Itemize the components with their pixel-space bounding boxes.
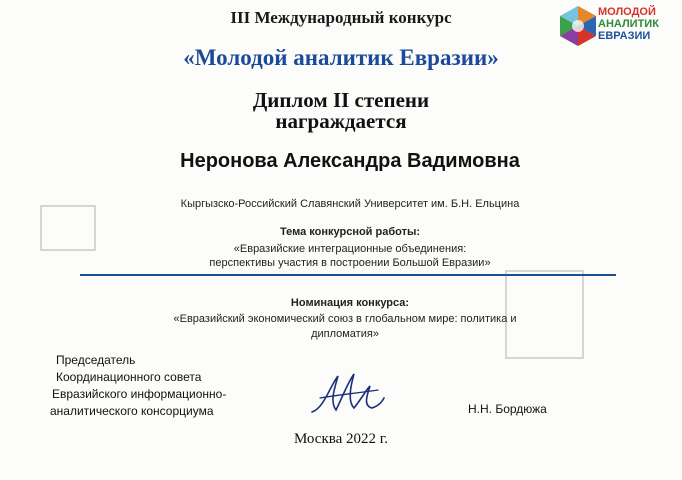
topic-label: Тема конкурсной работы: — [279, 226, 421, 238]
topic-line-1: «Евразийские интеграционные объединения: — [233, 243, 467, 255]
topic-line-2: перспективы участия в построении Большой Евразии» — [209, 257, 491, 269]
divider-line — [80, 274, 616, 276]
logo-line-3: ЕВРАЗИИ — [598, 30, 651, 42]
logo-line-2: АНАЛИТИК — [598, 18, 659, 30]
nomination-text — [125, 312, 565, 342]
nomination-line-1: «Евразийский экономический союз в глобальном мире: политика и — [173, 313, 517, 325]
logo-line-1: МОЛОДОЙ — [598, 6, 656, 18]
nomination-line-2: дипломатия» — [311, 328, 379, 340]
signer-name: Н.Н. Бордюжа — [468, 402, 547, 416]
topic-text — [150, 242, 550, 270]
chairman-line-3: Евразийского информационно- — [52, 387, 227, 401]
recipient-name: Неронова Александра Вадимовна — [180, 150, 520, 172]
chairman-title — [50, 352, 226, 420]
watermark-frame-left — [40, 205, 96, 251]
chairman-line-2: Координационного совета — [56, 370, 202, 384]
handwritten-signature — [308, 368, 388, 420]
diploma-degree: Диплом II степени — [252, 88, 430, 112]
recipient-university: Кыргызско-Российский Славянский Университет им. Б.Н. Ельцина — [180, 198, 520, 210]
nomination-label: Номинация конкурса: — [290, 297, 410, 309]
chairman-line-1: Председатель — [56, 353, 136, 367]
awarded-label: награждается — [275, 109, 407, 133]
contest-title: «Молодой аналитик Евразии» — [183, 45, 499, 70]
contest-header: III Международный конкурс — [230, 8, 452, 27]
chairman-line-4: аналитического консорциума — [50, 404, 214, 418]
city-year: Москва 2022 г. — [293, 431, 389, 447]
